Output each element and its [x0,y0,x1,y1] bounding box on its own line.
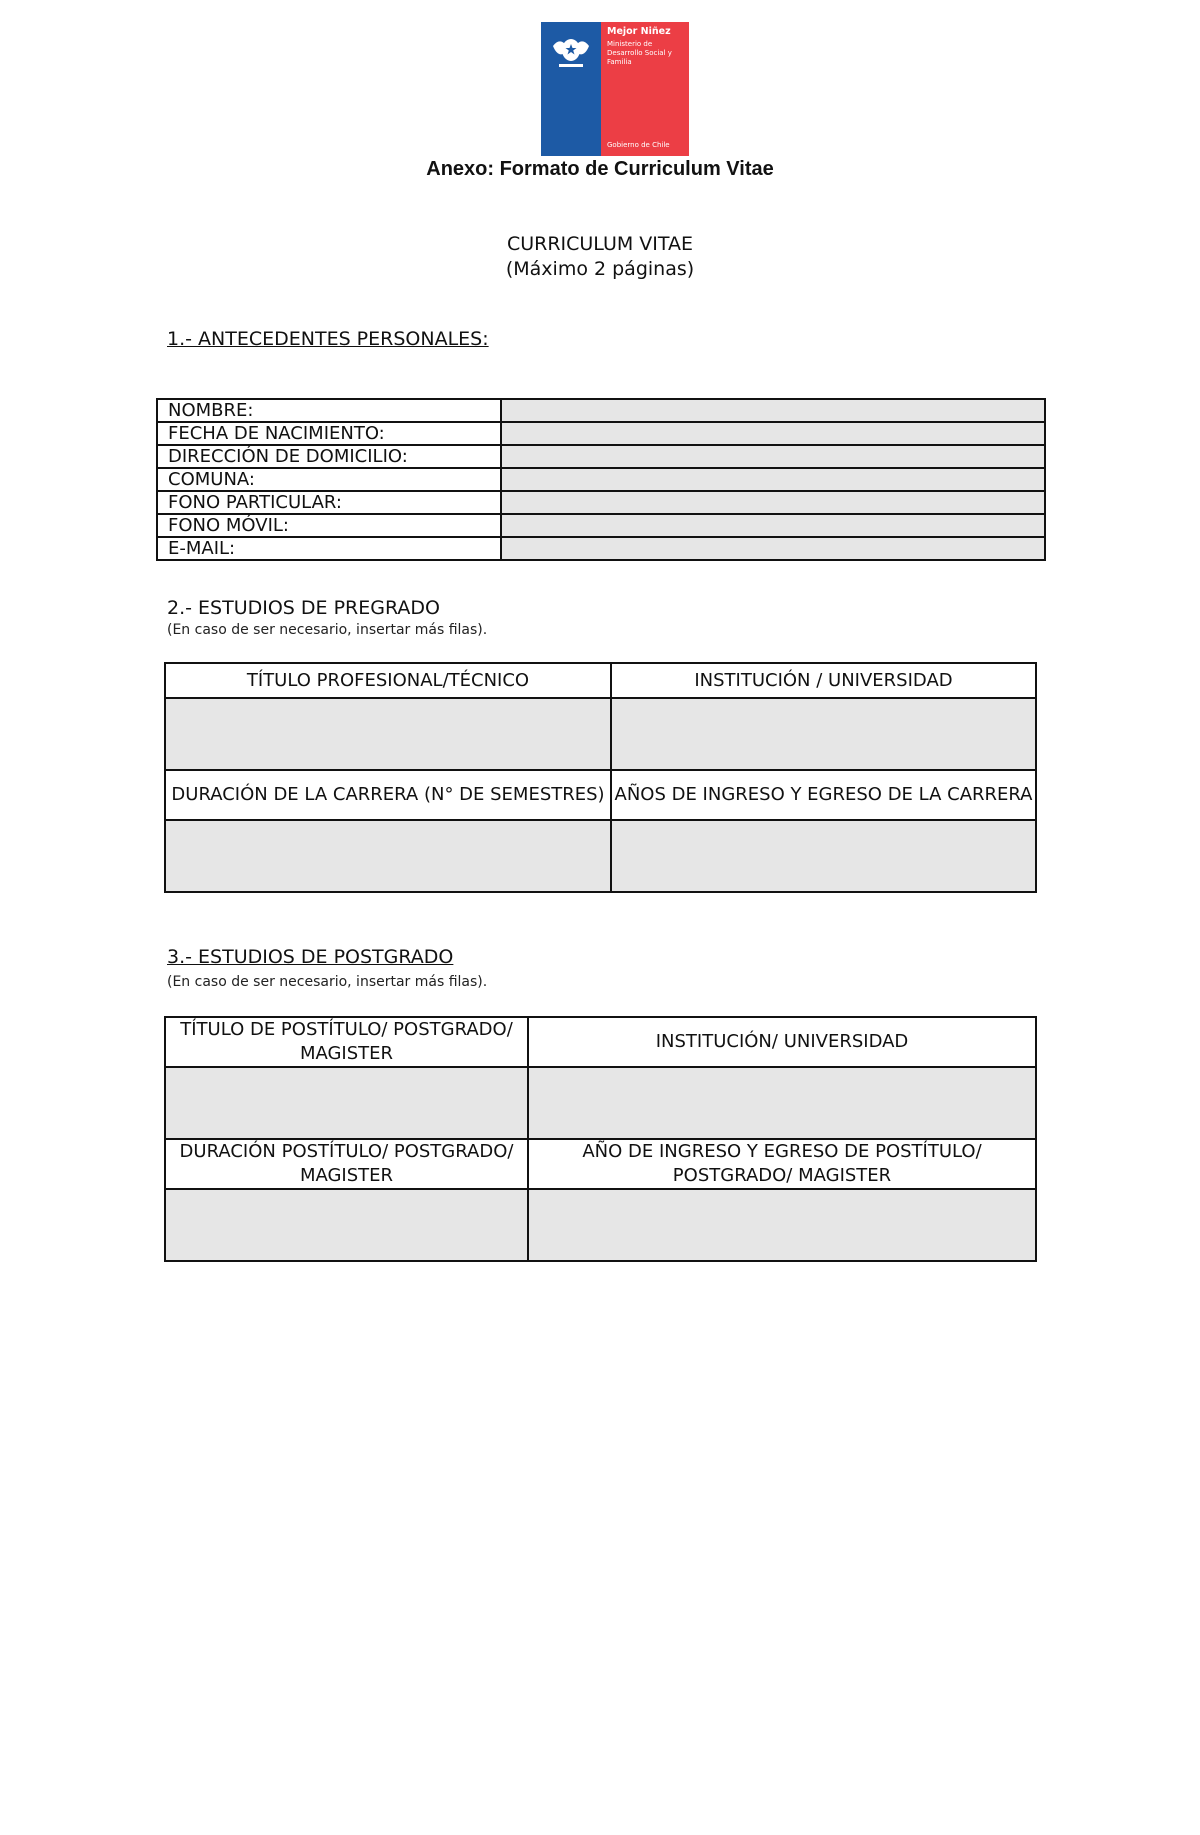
postgrad-duration-field[interactable] [165,1189,528,1261]
postgrad-value-row-1 [165,1067,1036,1139]
section2-note: (En caso de ser necesario, insertar más filas). [167,622,488,638]
undergrad-value-row-1 [165,698,1036,770]
personal-data-row [157,422,1045,445]
postgrad-duration-header: DURACIÓN POSTÍTULO/ POSTGRADO/ MAGISTER [165,1139,528,1189]
postgrad-institution-field[interactable] [528,1067,1036,1139]
personal-field-label: FONO PARTICULAR: [157,491,501,514]
section3-note: (En caso de ser necesario, insertar más filas). [167,974,488,990]
logo-red-panel [601,22,689,156]
postgrad-table [164,1016,1037,1262]
undergrad-header-row-2 [165,770,1036,820]
undergrad-duration-field[interactable] [165,820,611,892]
undergrad-years-field[interactable] [611,820,1036,892]
personal-data-row [157,491,1045,514]
section3-title: 3.- ESTUDIOS DE POSTGRADO [167,946,454,968]
undergrad-value-row-2 [165,820,1036,892]
cv-title: CURRICULUM VITAE [506,233,694,255]
undergrad-table [164,662,1037,893]
personal-field-value[interactable] [501,468,1045,491]
personal-data-row [157,468,1045,491]
personal-field-label: DIRECCIÓN DE DOMICILIO: [157,445,501,468]
postgrad-years-header: AÑO DE INGRESO Y EGRESO DE POSTÍTULO/ POSTGRADO/ MAGISTER [528,1139,1036,1189]
postgrad-header-row-1 [165,1017,1036,1067]
postgrad-title-field[interactable] [165,1067,528,1139]
annex-title: Anexo: Formato de Curriculum Vitae [426,158,774,180]
undergrad-duration-header: DURACIÓN DE LA CARRERA (N° DE SEMESTRES) [165,770,611,820]
personal-field-value[interactable] [501,514,1045,537]
undergrad-title-field[interactable] [165,698,611,770]
cv-title-block [0,232,1200,282]
logo-blue-panel [541,22,601,156]
personal-data-row [157,537,1045,560]
government-logo [541,22,689,156]
logo-ministry-subtitle: Ministerio de Desarrollo Social y Familia [607,40,672,66]
personal-field-label: COMUNA: [157,468,501,491]
logo-government: Gobierno de Chile [607,141,670,149]
personal-data-table [156,398,1046,561]
logo-ministry-name: Mejor Niñez [607,26,671,37]
postgrad-header-row-2 [165,1139,1036,1189]
coat-of-arms-icon [549,32,593,72]
undergrad-header-row-1 [165,663,1036,698]
undergrad-institution-field[interactable] [611,698,1036,770]
personal-field-value[interactable] [501,537,1045,560]
personal-field-label: FONO MÓVIL: [157,514,501,537]
personal-data-row [157,445,1045,468]
undergrad-years-header: AÑOS DE INGRESO Y EGRESO DE LA CARRERA [611,770,1036,820]
personal-field-label: FECHA DE NACIMIENTO: [157,422,501,445]
postgrad-institution-header: INSTITUCIÓN/ UNIVERSIDAD [528,1017,1036,1067]
personal-field-value[interactable] [501,422,1045,445]
postgrad-years-field[interactable] [528,1189,1036,1261]
personal-field-value[interactable] [501,399,1045,422]
personal-data-row [157,514,1045,537]
personal-field-value[interactable] [501,491,1045,514]
personal-field-label: NOMBRE: [157,399,501,422]
undergrad-title-header: TÍTULO PROFESIONAL/TÉCNICO [165,663,611,698]
section1-title: 1.- ANTECEDENTES PERSONALES: [167,328,489,350]
postgrad-title-header: TÍTULO DE POSTÍTULO/ POSTGRADO/ MAGISTER [165,1017,528,1067]
undergrad-institution-header: INSTITUCIÓN / UNIVERSIDAD [611,663,1036,698]
section2-title: 2.- ESTUDIOS DE PREGRADO [167,597,440,619]
cv-subtitle: (Máximo 2 páginas) [505,258,695,280]
personal-field-label: E-MAIL: [157,537,501,560]
personal-field-value[interactable] [501,445,1045,468]
personal-data-row [157,399,1045,422]
postgrad-value-row-2 [165,1189,1036,1261]
